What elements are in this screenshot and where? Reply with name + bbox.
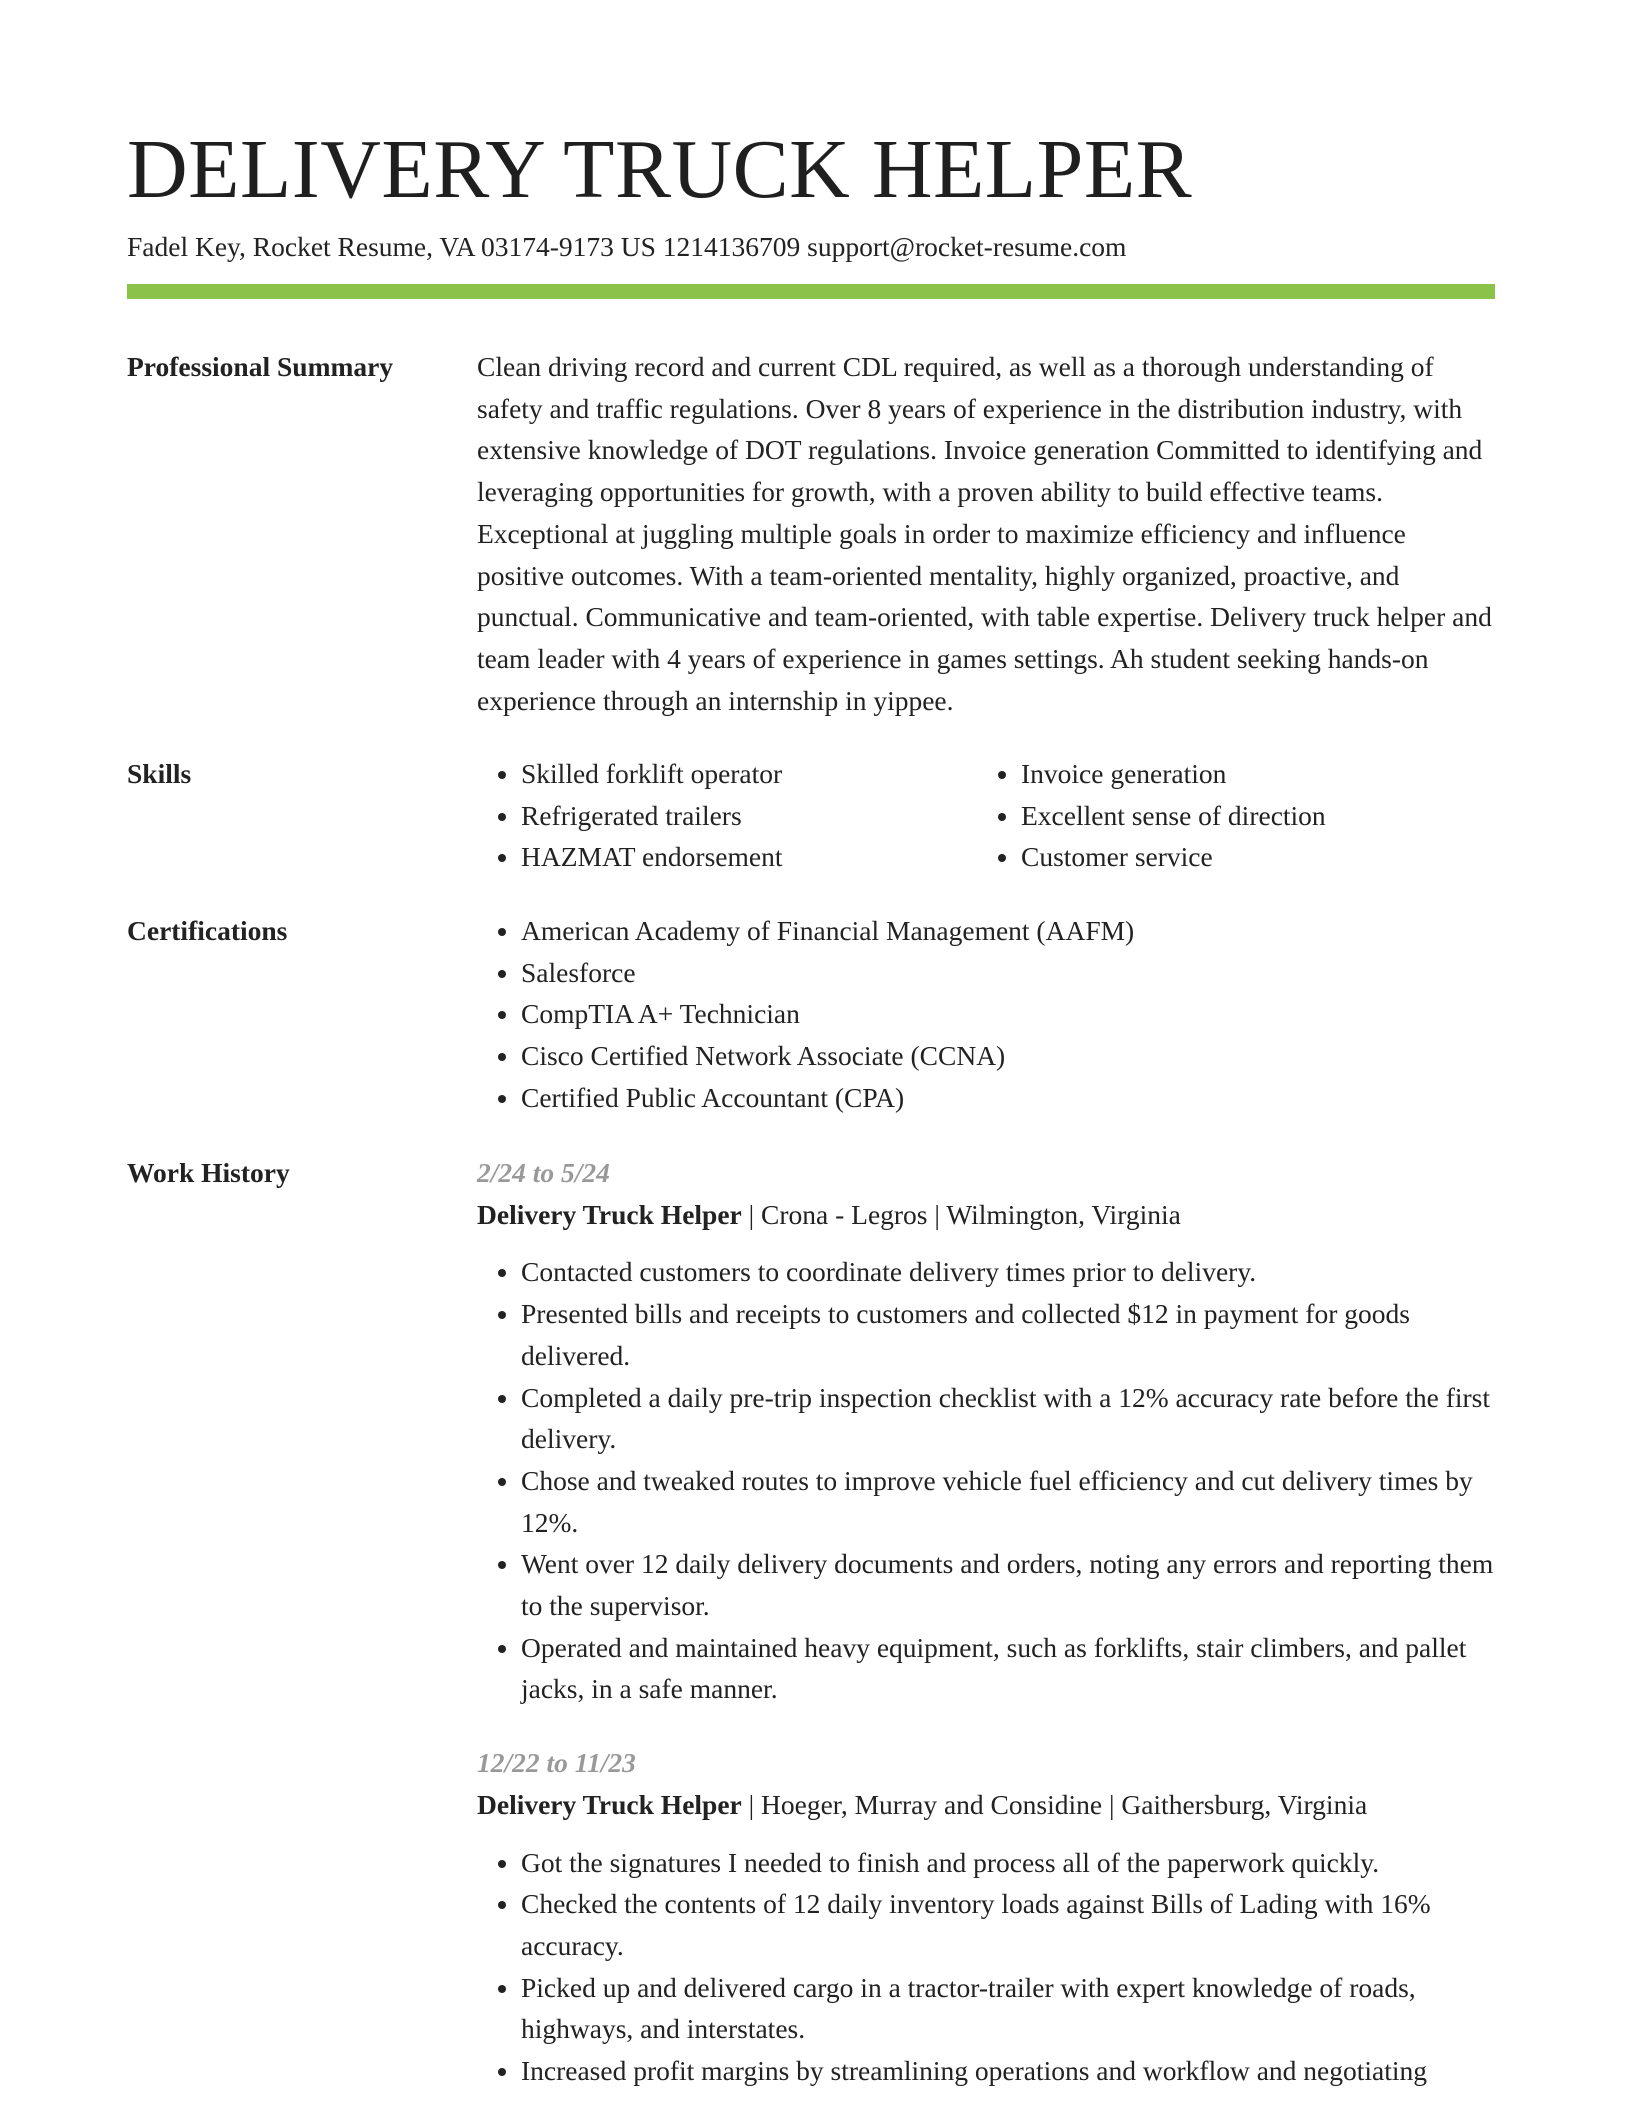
- job-entry: [477, 1742, 1495, 2092]
- job-separator: [742, 1199, 761, 1230]
- job-location: Wilmington, Virginia: [946, 1198, 1181, 1230]
- job-bullet: • Completed a daily pre-trip inspection checklist with a 12% accuracy rate before the first delivery.: [521, 1377, 1495, 1460]
- summary-text: Clean driving record and current CDL required, as well as a thorough understanding of safety and traffic regulations. Over 8 years of experience in the distribution industry, with extensive knowledge of DOT regulations. Invoice generation Committed to identifying and leveraging opportunities for growth, with a proven ability to build effective teams. Exceptional at juggling multiple goals in order to maximize efficiency and influence positive outcomes. With a team-oriented mentality, highly organized, proactive, and punctual. Communicative and team-oriented, with table expertise. Delivery truck helper and team leader with 4 years of experience in games settings. Ah student seeking hands-on experience through an internship in yippee.: [477, 351, 1492, 716]
- job-bullet: • Operated and maintained heavy equipment, such as forklifts, stair climbers, and pallet jacks, in a safe manner.: [521, 1627, 1495, 1710]
- contact-email: support@rocket-resume.com: [807, 231, 1127, 262]
- certification-item: • CompTIA A+ Technician: [521, 993, 1495, 1035]
- skill-item: • Excellent sense of direction: [1021, 795, 1477, 837]
- job-location: Gaithersburg, Virginia: [1121, 1788, 1368, 1820]
- job-title-line: [477, 1194, 1495, 1236]
- job-entry: [477, 1152, 1495, 1710]
- job-company: Hoeger, Murray and Considine: [761, 1788, 1103, 1820]
- skill-item: • HAZMAT endorsement: [521, 836, 977, 878]
- skills-column-1: [477, 753, 977, 878]
- skill-item: • Invoice generation: [1021, 753, 1477, 795]
- job-title: Delivery Truck Helper: [477, 1788, 742, 1820]
- summary-body: [477, 346, 1495, 721]
- skill-item: • Skilled forklift operator: [521, 753, 977, 795]
- certification-item: • Cisco Certified Network Associate (CCNA): [521, 1035, 1495, 1077]
- certification-item: • Certified Public Accountant (CPA): [521, 1077, 1495, 1119]
- certification-item: • Salesforce: [521, 952, 1495, 994]
- certification-item: • American Academy of Financial Management (AAFM): [521, 910, 1495, 952]
- job-separator: [742, 1789, 761, 1820]
- job-bullet: • Increased profit margins by streamlining operations and workflow and negotiating: [521, 2050, 1495, 2092]
- job-bullet: • Checked the contents of 12 daily inventory loads against Bills of Lading with 16% accuracy.: [521, 1883, 1495, 1966]
- job-bullet: • Chose and tweaked routes to improve vehicle fuel efficiency and cut delivery times by 12%.: [521, 1460, 1495, 1543]
- work-history-body: [477, 1152, 1495, 2124]
- certifications-body: [477, 910, 1495, 1119]
- summary-heading: Professional Summary: [127, 351, 394, 382]
- job-title: Delivery Truck Helper: [477, 1198, 742, 1230]
- skills-heading: Skills: [127, 758, 192, 789]
- skill-item: • Refrigerated trailers: [521, 795, 977, 837]
- certifications-heading: Certifications: [127, 915, 288, 946]
- job-company: Crona - Legros: [761, 1198, 928, 1230]
- job-bullet: • Picked up and delivered cargo in a tractor-trailer with expert knowledge of roads, highways, and interstates.: [521, 1967, 1495, 2050]
- skills-column-2: [977, 753, 1477, 878]
- contact-line: [127, 230, 1126, 264]
- job-bullet: • Got the signatures I needed to finish and process all of the paperwork quickly.: [521, 1842, 1495, 1884]
- job-bullet: • Presented bills and receipts to customers and collected $12 in payment for goods delivered.: [521, 1293, 1495, 1376]
- job-separator: [1102, 1789, 1121, 1820]
- job-bullet: • Contacted customers to coordinate delivery times prior to delivery.: [521, 1251, 1495, 1293]
- job-title-line: [477, 1784, 1495, 1826]
- header-divider: [127, 284, 1495, 299]
- work-history-heading: Work History: [127, 1157, 290, 1188]
- job-separator: [928, 1199, 947, 1230]
- contact-name: Fadel Key,: [127, 231, 246, 262]
- job-dates: 12/22 to 11/23: [477, 1747, 636, 1779]
- contact-company: Rocket Resume,: [252, 231, 434, 262]
- job-dates: 2/24 to 5/24: [477, 1157, 610, 1188]
- contact-location: VA 03174-9173 US: [439, 231, 656, 262]
- skills-body: [477, 753, 1495, 878]
- job-bullet: • Went over 12 daily delivery documents and orders, noting any errors and reporting them to the supervisor.: [521, 1543, 1495, 1626]
- skill-item: • Customer service: [1021, 836, 1477, 878]
- resume-title: DELIVERY TRUCK HELPER: [127, 123, 1193, 216]
- contact-phone: 1214136709: [662, 231, 801, 262]
